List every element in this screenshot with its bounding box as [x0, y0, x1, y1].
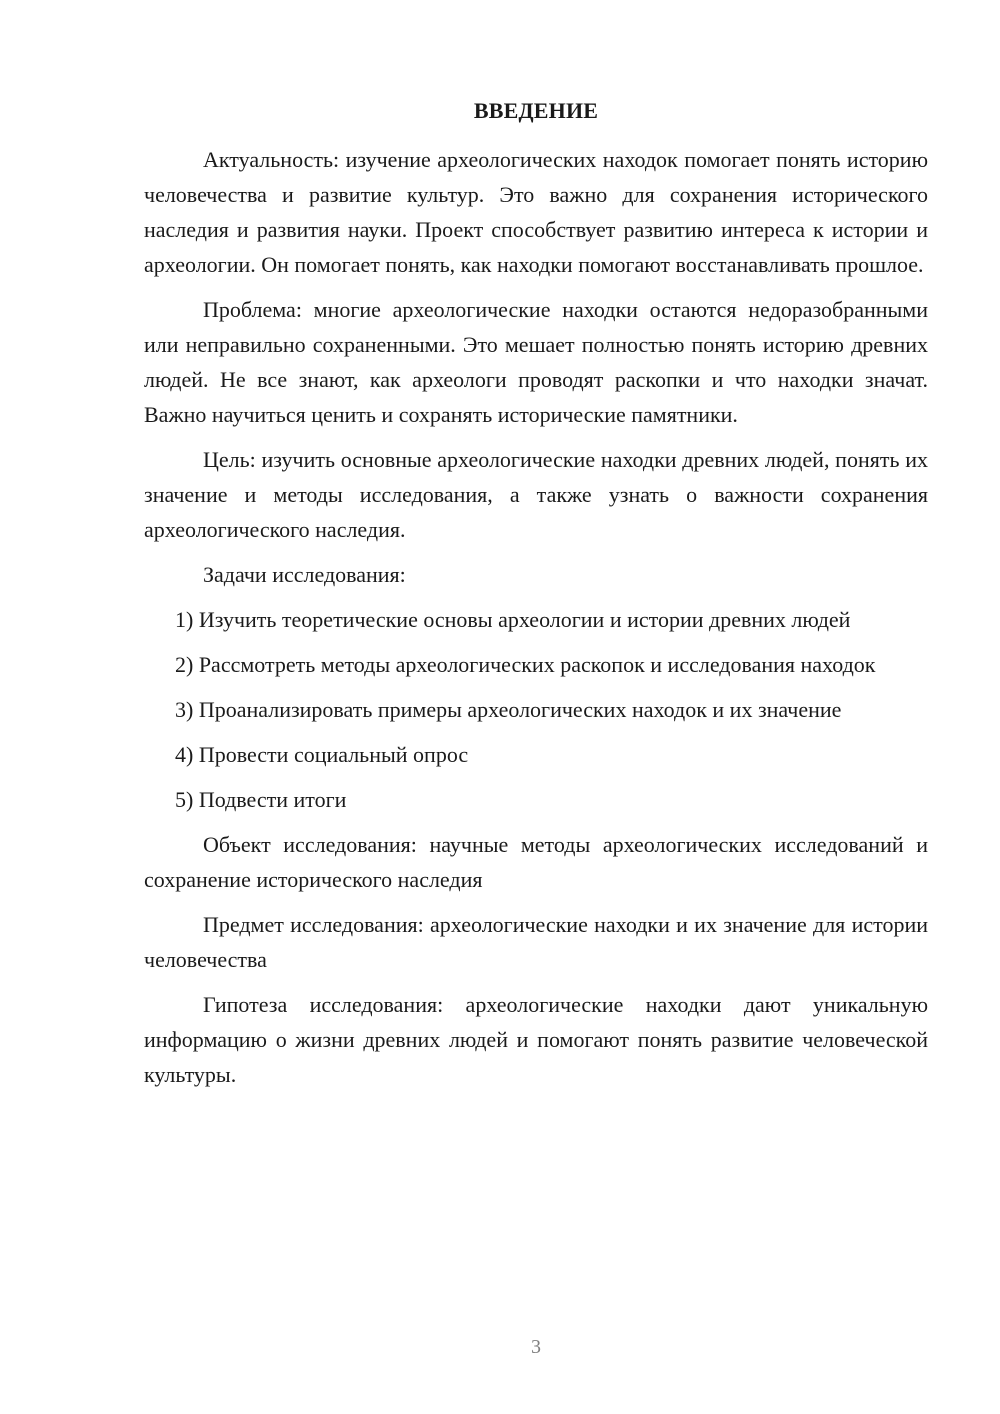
research-object-paragraph: Объект исследования: научные методы археологических исследований и сохранение исторического наследия — [144, 832, 928, 892]
document-body — [144, 142, 928, 1102]
research-subject-paragraph: Предмет исследования: археологические находки и их значение для истории человечества — [144, 912, 928, 972]
tasks-heading: Задачи исследования: — [203, 562, 406, 587]
relevance-paragraph: Актуальность: изучение археологических находок помогает понять историю человечества и развитие культур. Это важно для сохранения исторического наследия и развития науки. Проект способствует развитию интереса к истории и археологии. Он помогает понять, как находки помогают восстанавливать прошлое. — [144, 147, 928, 277]
problem-paragraph: Проблема: многие археологические находки остаются недоразобранными или неправильно сохраненными. Это мешает полностью понять историю древних людей. Не все знают, как археологи проводят раскопки и что находки значат. Важно научиться ценить и сохранять исторические памятники. — [144, 297, 928, 427]
task-item-2: 2) Рассмотреть методы археологических раскопок и исследования находок — [175, 652, 876, 677]
task-item-4: 4) Провести социальный опрос — [175, 742, 469, 767]
goal-paragraph: Цель: изучить основные археологические находки древних людей, понять их значение и методы исследования, а также узнать о важности сохранения археологического наследия. — [144, 447, 928, 542]
page-number: 3 — [531, 1336, 541, 1358]
task-item-3: 3) Проанализировать примеры археологических находок и их значение — [175, 697, 842, 722]
task-item-5: 5) Подвести итоги — [175, 787, 347, 812]
hypothesis-paragraph: Гипотеза исследования: археологические находки дают уникальную информацию о жизни древних людей и помогают понять развитие человеческой культуры. — [144, 992, 928, 1087]
page-title: ВВЕДЕНИЕ — [473, 98, 599, 123]
task-item-1: 1) Изучить теоретические основы археологии и истории древних людей — [175, 607, 851, 632]
